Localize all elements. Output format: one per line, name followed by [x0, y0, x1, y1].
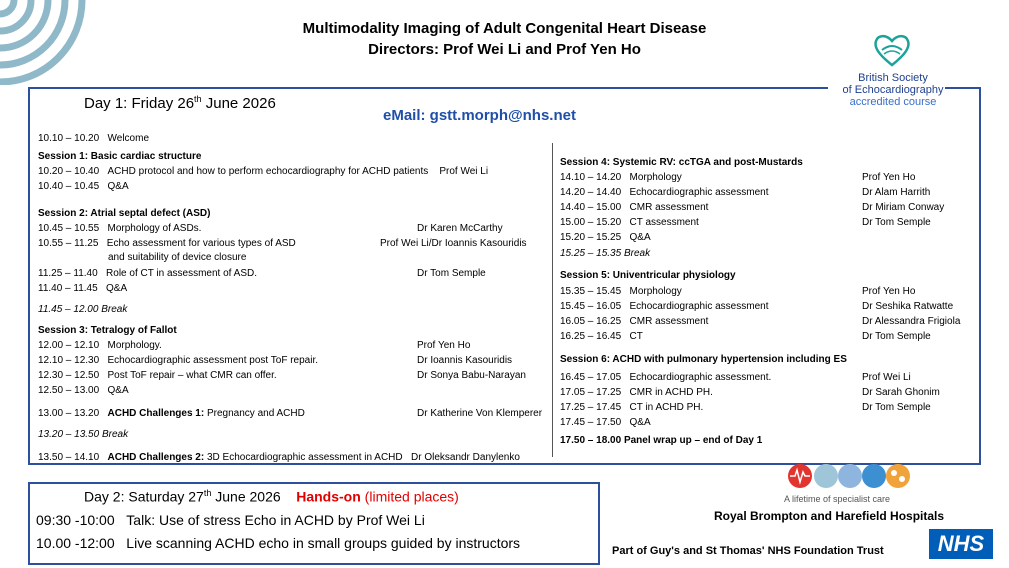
row-speaker: Dr Tom Semple [862, 331, 931, 342]
bse-line1: British Society [858, 72, 928, 84]
row-time: 15.00 – 15.20 [560, 217, 622, 228]
row-speaker: Dr Oleksandr Danylenko [410, 452, 520, 463]
row-time: 15.20 – 15.25 [560, 232, 622, 243]
row-title: Role of CT in assessment of ASD. [106, 268, 258, 279]
row-title: Echocardiographic assessment [629, 301, 769, 312]
break-row: 15.25 – 15.35 Break [560, 248, 651, 259]
row-title: Q&A [629, 232, 651, 243]
session5-header: Session 5: Univentricular physiology [560, 270, 736, 281]
contact-email[interactable]: eMail: gstt.morph@nhs.net [383, 107, 576, 124]
row-title: Morphology [629, 286, 682, 297]
schedule-row [38, 132, 149, 145]
row-title-bold: ACHD Challenges 1: [107, 408, 205, 419]
row-title: Talk: Use of stress Echo in ACHD by Prof Wei Li [126, 512, 425, 528]
day1-label: Day 1: Friday 26 [84, 95, 195, 112]
row-title: Pregnancy and ACHD [204, 408, 305, 419]
row-time: 15.45 – 16.05 [560, 301, 622, 312]
session1-header: Session 1: Basic cardiac structure [38, 151, 202, 162]
session4-header: Session 4: Systemic RV: ccTGA and post-Mustards [560, 157, 803, 168]
row-time: 09:30 -10:00 [36, 512, 115, 528]
row-time: 16.05 – 16.25 [560, 316, 622, 327]
schedule-row [38, 369, 277, 382]
schedule-row [560, 231, 651, 244]
row-title: CMR in ACHD PH. [629, 387, 713, 398]
schedule-row [38, 384, 129, 397]
row-time: 11.25 – 11.40 [38, 268, 98, 279]
row-time: 15.35 – 15.45 [560, 286, 622, 297]
nhs-logo: NHS [929, 529, 993, 559]
rbh-tagline: A lifetime of specialist care [784, 494, 891, 504]
row-title: Morphology [629, 172, 682, 183]
schedule-row [38, 451, 520, 464]
schedule-row [560, 386, 713, 399]
schedule-row [560, 171, 682, 184]
day2-row [36, 535, 520, 551]
day2-heading [84, 488, 459, 505]
row-title-continued: and suitability of device closure [108, 252, 247, 263]
break-row: 13.20 – 13.50 Break [38, 429, 129, 440]
row-title: CMR assessment [629, 202, 709, 213]
schedule-row [38, 222, 201, 235]
day1-sup: th [194, 94, 202, 104]
row-speaker: Dr Miriam Conway [862, 202, 945, 213]
row-speaker: Dr Tom Semple [862, 217, 931, 228]
row-title: Morphology of ASDs. [107, 223, 202, 234]
row-title: Morphology. [107, 340, 162, 351]
row-time: 13.00 – 13.20 [38, 408, 100, 419]
row-title-bold: ACHD Challenges 2: [107, 452, 205, 463]
schedule-row [560, 416, 651, 429]
row-speaker: Dr Alessandra Frigiola [862, 316, 961, 327]
row-time: 14.20 – 14.40 [560, 187, 622, 198]
row-time: 11.40 – 11.45 [38, 283, 98, 294]
schedule-row [560, 401, 703, 414]
day2-label: Day 2: Saturday 27 [84, 488, 204, 505]
schedule-row [38, 407, 305, 420]
row-speaker: Dr Tom Semple [862, 402, 931, 413]
row-time: 12.30 – 12.50 [38, 370, 100, 381]
row-speaker: Dr Katherine Von Klemperer [417, 408, 543, 419]
row-title: ACHD protocol and how to perform echocardiography for ACHD patients [107, 166, 429, 177]
row-time: 17.45 – 17.50 [560, 417, 622, 428]
row-speaker: Prof Wei Li [439, 166, 489, 177]
day1-date-rest: June 2026 [201, 95, 276, 112]
row-title: Live scanning ACHD echo in small groups guided by instructors [126, 535, 521, 551]
row-speaker: Prof Yen Ho [417, 340, 471, 351]
row-time: 12.50 – 13.00 [38, 385, 100, 396]
row-time: 12.10 – 12.30 [38, 355, 100, 366]
row-time: 10.00 -12:00 [36, 535, 115, 551]
row-time: 16.45 – 17.05 [560, 372, 622, 383]
row-speaker: Dr Ioannis Kasouridis [417, 355, 513, 366]
row-speaker: Dr Sarah Ghonim [862, 387, 940, 398]
row-title: CT in ACHD PH. [629, 402, 704, 413]
row-time: 14.40 – 15.00 [560, 202, 622, 213]
day2-date-rest: June 2026 [211, 488, 281, 505]
row-title: Q&A [629, 417, 651, 428]
row-speaker: Dr Sonya Babu-Narayan [417, 370, 526, 381]
row-time: 10.45 – 10.55 [38, 223, 100, 234]
schedule-row [38, 339, 162, 352]
schedule-row [560, 330, 643, 343]
row-title: Q&A [107, 181, 129, 192]
row-speaker: Prof Yen Ho [862, 172, 916, 183]
day2-sup: th [203, 488, 212, 498]
row-title: Q&A [107, 385, 129, 396]
break-row: 11.45 – 12.00 Break [38, 304, 128, 315]
row-title: Welcome [107, 133, 150, 144]
row-time: 10.10 – 10.20 [38, 133, 100, 144]
row-time: 17.25 – 17.45 [560, 402, 622, 413]
course-title: Multimodality Imaging of Adult Congenital Heart Disease [302, 20, 707, 37]
row-time: 13.50 – 14.10 [38, 452, 100, 463]
bse-line3: accredited course [849, 96, 937, 108]
session2-header: Session 2: Atrial septal defect (ASD) [38, 208, 211, 219]
schedule-row [560, 186, 768, 199]
row-title: Echo assessment for various types of ASD [106, 238, 296, 249]
bse-heart-icon [872, 32, 912, 68]
session6-header: Session 6: ACHD with pulmonary hypertension including ES [560, 354, 847, 365]
course-directors: Directors: Prof Wei Li and Prof Yen Ho [368, 41, 641, 58]
row-title: CMR assessment [629, 316, 709, 327]
rbh-name: Royal Brompton and Harefield Hospitals [714, 509, 945, 523]
schedule-row [560, 201, 708, 214]
row-speaker: Prof Wei Li/Dr Ioannis Kasouridis [380, 238, 527, 249]
schedule-row [560, 300, 768, 313]
row-time: 14.10 – 14.20 [560, 172, 622, 183]
schedule-row [38, 354, 318, 367]
day1-panel-top-border-right [945, 87, 981, 89]
row-speaker: Dr Seshika Ratwatte [862, 301, 954, 312]
row-title: Echocardiographic assessment. [629, 372, 772, 383]
session3-header: Session 3: Tetralogy of Fallot [38, 325, 177, 336]
row-speaker: Dr Alam Harrith [862, 187, 931, 198]
row-time: 16.25 – 16.45 [560, 331, 622, 342]
schedule-row [38, 237, 296, 250]
schedule-row [560, 315, 708, 328]
row-title: Post ToF repair – what CMR can offer. [107, 370, 277, 381]
row-time: 10.40 – 10.45 [38, 181, 100, 192]
schedule-row [38, 165, 488, 178]
row-title: Echocardiographic assessment post ToF repair. [107, 355, 318, 366]
column-divider [552, 143, 553, 457]
row-title: CT assessment [629, 217, 699, 228]
trust-name: Part of Guy's and St Thomas' NHS Foundation Trust [612, 545, 884, 557]
row-title: 3D Echocardiographic assessment in ACHD [204, 452, 403, 463]
row-speaker: Prof Wei Li [862, 372, 911, 383]
page-title [0, 18, 1009, 60]
panel-wrapup-row: 17.50 – 18.00 Panel wrap up – end of Day 1 [560, 435, 763, 446]
schedule-row [38, 180, 129, 193]
row-time: 10.20 – 10.40 [38, 166, 100, 177]
row-speaker: Dr Tom Semple [417, 268, 486, 279]
schedule-row [560, 371, 771, 384]
day1-heading [84, 94, 276, 112]
hands-on-label: Hands-on [296, 488, 361, 505]
row-time: 10.55 – 11.25 [38, 238, 99, 249]
row-title: Echocardiographic assessment [629, 187, 769, 198]
day1-panel-top-border [28, 87, 828, 89]
row-speaker: Dr Karen McCarthy [417, 223, 503, 234]
schedule-row [560, 216, 699, 229]
row-title: CT [629, 331, 643, 342]
bse-line2: of Echocardiography [842, 84, 944, 96]
row-time: 17.05 – 17.25 [560, 387, 622, 398]
row-time: 12.00 – 12.10 [38, 340, 100, 351]
row-speaker: Prof Yen Ho [862, 286, 916, 297]
row-title: Q&A [106, 283, 128, 294]
schedule-row [38, 267, 257, 280]
schedule-row [560, 285, 682, 298]
rbh-logo-icon [786, 459, 914, 493]
day2-row [36, 512, 425, 528]
limited-places-label: (limited places) [360, 488, 459, 505]
schedule-row [38, 282, 127, 295]
